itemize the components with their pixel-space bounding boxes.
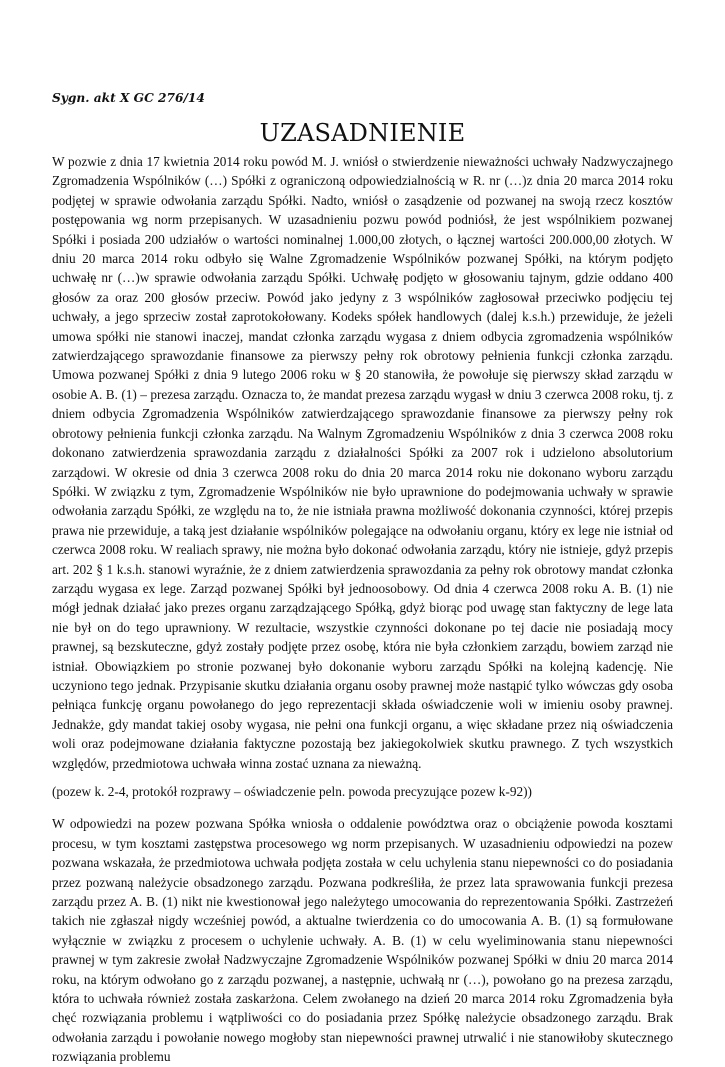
document-page (52, 90, 673, 1067)
paragraph-citation: (pozew k. 2-4, protokół rozprawy – oświadczenie peln. powoda precyzujące pozew k-92)) (52, 784, 532, 799)
paragraph-claim: W pozwie z dnia 17 kwietnia 2014 roku powód M. J. wniósł o stwierdzenie nieważności uchwały Nadzwyczajnego Zgromadzenia Wspólników (…) Spółki z ograniczoną odpowiedzialnością w R. nr (…)z dnia 20 marca 2014 roku podjętej w sprawie odwołania zarządu Spółki. Nadto, wniósł o zasądzenie od pozwanej na swoją rzecz kosztów postępowania wg norm przepisanych. W uzasadnieniu pozwu powód podniósł, że jest wspólnikiem pozwanej Spółki i posiada 200 udziałów o wartości nominalnej 1.000,00 złotych, o łącznej wartości 200.000,00 złotych. W dniu 20 marca 2014 roku odbyło się Walne Zgromadzenie Wspólników pozwanej Spółki, na którym podjęto uchwałę nr (…)w sprawie odwołania zarządu Spółki. Uchwałę podjęto w głosowaniu tajnym, gdzie oddano 400 głosów za oraz 200 głosów przeciw. Powód jako jedyny z 3 wspólników zagłosował przeciwko podjęciu tej uchwały, a jego sprzeciw został zaprotokołowany. Kodeks spółek handlowych (dalej k.s.h.) przewiduje, że jeżeli umowa spółki nie stanowi inaczej, mandat członka zarządu wygasa z dniem odbycia zgromadzenia wspólników zatwierdzającego sprawozdanie finansowe za pierwszy pełny rok obrotowy pełnienia funkcji członka zarządu. Umowa pozwanej Spółki z dnia 9 lutego 2006 roku w § 20 stanowiła, że powołuje się pierwszy skład zarządu w osobie A. B. (1) – prezesa zarządu. Oznacza to, że mandat prezesa zarządu wygasł w dniu 3 czerwca 2008 roku, tj. z dniem odbycia Zgromadzenia Wspólników zatwierdzającego sprawozdanie finansowe za pierwszy pełny rok obrotowy pełnienia funkcji członka zarządu. Na Walnym Zgromadzeniu Wspólników z dnia 3 czerwca 2008 roku dokonano zatwierdzenia sprawozdania zarządu z działalności Spółki za 2007 rok i udzielono absolutorium zarządowi. W okresie od dnia 3 czerwca 2008 roku do dnia 20 marca 2014 roku nie dokonano wyboru zarządu Spółki. W związku z tym, Zgromadzenie Wspólników nie było uprawnione do podejmowania uchwały w sprawie odwołania zarządu Spółki, ze względu na to, że nie istniała prawna możliwość dokonania czynności, której przepis prawa nie przewiduje, a taką jest działanie wspólników polegające na odwołaniu organu, który ex lege nie istniał od czerwca 2008 roku. W realiach sprawy, nie można było dokonać odwołania zarządu, który nie istnieje, gdyż przepis art. 202 § 1 k.s.h. stanowi wyraźnie, że z dniem zatwierdzenia sprawozdania za pełny rok obrotowy mandat członka zarządu wygasa ex lege. Zarząd pozwanej Spółki był jednoosobowy. Od dnia 4 czerwca 2008 roku A. B. (1) nie mógł jednak działać jako prezes organu zarządzającego Spółką, gdyż biorąc pod uwagę stan faktyczny de lege lata nie był on do tego uprawniony. W rezultacie, wszystkie czynności dokonane po tej dacie nie posiadają mocy prawnej, są bezskuteczne, gdyż zostały podjęte przez osobę, która nie była członkiem zarządu, bowiem zarząd nie istniał. Obowiązkiem po stronie pozwanej było dokonanie wyboru zarządu Spółki na kolejną kadencję. Nie uczyniono tego jednak. Przypisanie skutku działania organu osoby prawnej może nastąpić tylko wówczas gdy osoba pełniąca funkcję organu powołanego do jego reprezentacji składa oświadczenie woli w imieniu osoby prawnej. Jednakże, gdy mandat takiej osoby wygasa, nie pełni ona funkcji organu, a więc składane przez nią oświadczenia woli oraz podejmowane działania faktyczne pozostają bez jakiegokolwiek skutku prawnego. Z tych wszystkich względów, przedmiotowa uchwała winna zostać uznana za nieważną. (52, 154, 673, 771)
paragraph-response: W odpowiedzi na pozew pozwana Spółka wniosła o oddalenie powództwa oraz o obciążenie powoda kosztami procesu, w tym kosztami zastępstwa procesowego wg norm przepisanych. W uzasadnieniu odpowiedzi na pozew pozwana wskazała, że przedmiotowa uchwała podjęta została w celu uchylenia stanu niepewności co do posiadania przez pozwaną należycie obsadzonego zarządu. Pozwana podkreśliła, że przez lata sprawowania funkcji prezesa zarządu przez A. B. (1) nikt nie kwestionował jego należytego umocowania do reprezentowania Spółki. Zastrzeżeń takich nie zgłaszał nigdy wcześniej powód, a aktualne twierdzenia co do umocowania A. B. (1) są formułowane wyłącznie w związku z procesem o uchylenie uchwały. A. B. (1) w celu wyeliminowania stanu niepewności prawnej w tym zakresie zwołał Nadzwyczajne Zgromadzenie Wspólników pozwanej Spółki w dniu 20 marca 2014 roku, na którym odwołano go z zarządu pozwanej, a następnie, uchwałą nr (…), powołano go na prezesa zarządu, która to uchwała również została zaskarżona. Celem zwołanego na dzień 20 marca 2014 roku Zgromadzenia była chęć rozwiązania problemu i wątpliwości co do posiadania przez Spółkę należycie obsadzonego zarządu. Brak odwołania zarządu i powołanie nowego mogłoby stan niepewności prawnej utrwalić i nie stanowiłoby skutecznego rozwiązania problemu (52, 816, 673, 1065)
case-signature: Sygn. akt X GC 276/14 (52, 91, 205, 105)
document-title: UZASADNIENIE (259, 119, 466, 147)
